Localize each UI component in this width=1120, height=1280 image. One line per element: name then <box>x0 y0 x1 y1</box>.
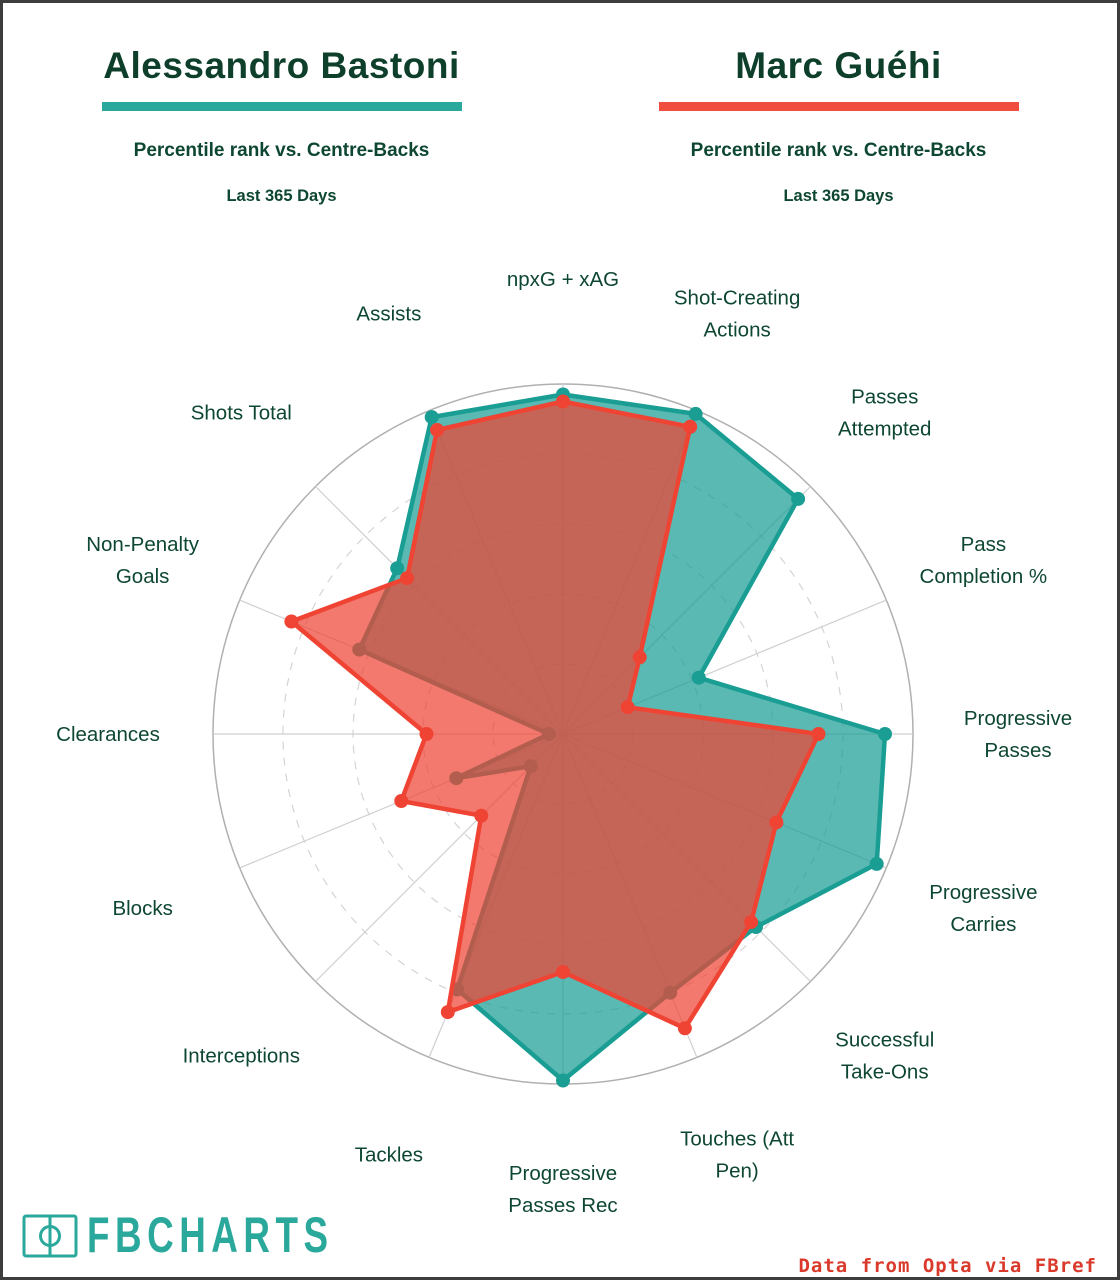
data-point-1-15 <box>430 423 444 437</box>
data-point-1-13 <box>284 615 298 629</box>
data-point-0-14 <box>390 561 404 575</box>
axis-label-13: Non-Penalty Goals <box>86 532 200 588</box>
data-point-1-8 <box>556 965 570 979</box>
data-point-1-0 <box>556 395 570 409</box>
radar-chart <box>3 3 1120 1280</box>
period-right: Last 365 Days <box>783 187 894 205</box>
subtitle-left: Percentile rank vs. Centre-Backs <box>133 140 430 161</box>
axis-label-8: Progressive Passes Rec <box>508 1162 618 1217</box>
pitch-icon <box>21 1213 79 1259</box>
axis-label-11: Blocks <box>112 897 173 921</box>
period-left: Last 365 Days <box>226 187 337 205</box>
data-point-0-1 <box>689 407 703 421</box>
axis-label-4: Progressive Passes <box>963 707 1073 762</box>
data-point-1-2 <box>633 650 647 664</box>
data-credit: Data from Opta via FBref <box>798 1255 1097 1277</box>
player-name-right: Marc Guéhi <box>735 45 942 86</box>
data-point-0-3 <box>692 671 706 685</box>
data-point-1-4 <box>812 727 826 741</box>
data-point-1-6 <box>744 915 758 929</box>
data-point-0-2 <box>791 492 805 506</box>
brand-wordmark: FBCHARTS <box>87 1207 334 1263</box>
axis-label-1: Shot-Creating Actions <box>673 286 801 342</box>
data-point-1-14 <box>400 571 414 585</box>
axis-label-9: Tackles <box>354 1143 424 1167</box>
data-point-0-8 <box>556 1074 570 1088</box>
subtitle-right: Percentile rank vs. Centre-Backs <box>690 140 987 161</box>
data-point-1-3 <box>621 700 635 714</box>
player-name-left: Alessandro Bastoni <box>103 45 460 86</box>
axis-label-15: Assists <box>356 302 422 326</box>
data-point-1-12 <box>420 727 434 741</box>
axis-label-10: Interceptions <box>182 1044 300 1068</box>
data-point-0-5 <box>870 857 884 871</box>
axis-label-5: Progressive Carries <box>929 881 1038 937</box>
data-point-1-10 <box>474 809 488 823</box>
data-point-1-7 <box>678 1021 692 1035</box>
axis-label-7: Touches (Att Pen) <box>680 1127 795 1183</box>
axis-label-3: Pass Completion % <box>919 532 1048 588</box>
data-point-0-4 <box>878 727 892 741</box>
data-point-1-11 <box>394 794 408 808</box>
axis-label-12: Clearances <box>56 723 160 746</box>
axis-label-2: Passes Attempted <box>838 385 932 441</box>
footer-brand <box>21 1207 355 1263</box>
axis-label-14: Shots Total <box>190 401 292 425</box>
data-point-0-15 <box>425 410 439 424</box>
data-point-1-5 <box>769 815 783 829</box>
axis-label-6: Successful Take-Ons <box>835 1028 935 1084</box>
axis-label-0: npxG + xAG <box>506 268 620 291</box>
data-point-1-1 <box>683 420 697 434</box>
data-point-1-9 <box>441 1005 455 1019</box>
